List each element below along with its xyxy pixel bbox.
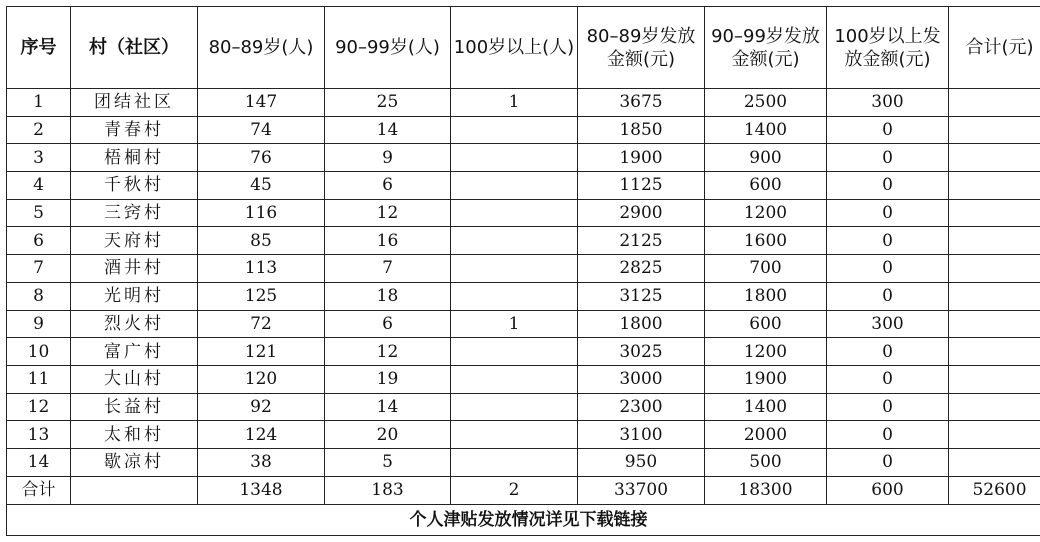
- cell-row-total: [949, 89, 1040, 117]
- cell-count-100-plus: 1: [451, 310, 578, 338]
- cell-count-100-plus: [451, 393, 578, 421]
- cell-village: 酒井村: [71, 255, 198, 283]
- total-amount-90-99: 18300: [705, 476, 827, 504]
- cell-village: 三窍村: [71, 199, 198, 227]
- table-row: [7, 282, 1040, 310]
- cell-count-90-99: 7: [325, 255, 451, 283]
- cell-amount-90-99: 1400: [705, 393, 827, 421]
- header-count-90-99: 90–99岁(人): [325, 7, 451, 89]
- cell-amount-90-99: 600: [705, 310, 827, 338]
- cell-amount-100-plus: 0: [827, 393, 949, 421]
- cell-amount-80-89: 2125: [578, 227, 705, 255]
- cell-village: 歇凉村: [71, 448, 198, 476]
- table-row: [7, 310, 1040, 338]
- footer-row: [7, 504, 1040, 535]
- cell-amount-100-plus: 0: [827, 448, 949, 476]
- cell-serial-number: 1: [7, 89, 71, 117]
- header-count-100-plus: 100岁以上(人): [451, 7, 578, 89]
- cell-village: 富广村: [71, 338, 198, 366]
- cell-amount-90-99: 2500: [705, 89, 827, 117]
- cell-amount-90-99: 1600: [705, 227, 827, 255]
- cell-count-90-99: 12: [325, 338, 451, 366]
- cell-amount-90-99: 500: [705, 448, 827, 476]
- cell-row-total: [949, 255, 1040, 283]
- header-amount-100-plus: 100岁以上发放金额(元): [827, 7, 949, 89]
- table-row: [7, 172, 1040, 200]
- cell-row-total: [949, 116, 1040, 144]
- cell-serial-number: 10: [7, 338, 71, 366]
- cell-count-90-99: 6: [325, 172, 451, 200]
- cell-count-90-99: 14: [325, 116, 451, 144]
- cell-count-100-plus: 1: [451, 89, 578, 117]
- cell-count-100-plus: [451, 144, 578, 172]
- cell-row-total: [949, 448, 1040, 476]
- cell-count-80-89: 85: [198, 227, 325, 255]
- cell-count-80-89: 113: [198, 255, 325, 283]
- cell-count-80-89: 45: [198, 172, 325, 200]
- cell-row-total: [949, 421, 1040, 449]
- cell-amount-100-plus: 0: [827, 116, 949, 144]
- header-amount-90-99: 90–99岁发放金额(元): [705, 7, 827, 89]
- cell-row-total: [949, 365, 1040, 393]
- cell-count-80-89: 121: [198, 338, 325, 366]
- total-label: 合计: [7, 476, 71, 504]
- cell-row-total: [949, 227, 1040, 255]
- header-serial-number: 序号: [7, 7, 71, 89]
- cell-count-80-89: 116: [198, 199, 325, 227]
- cell-village: 青春村: [71, 116, 198, 144]
- table-row: [7, 255, 1040, 283]
- cell-count-90-99: 12: [325, 199, 451, 227]
- cell-amount-80-89: 2900: [578, 199, 705, 227]
- cell-amount-100-plus: 0: [827, 144, 949, 172]
- cell-serial-number: 2: [7, 116, 71, 144]
- header-amount-80-89: 80–89岁发放金额(元): [578, 7, 705, 89]
- table-row: [7, 365, 1040, 393]
- cell-amount-90-99: 900: [705, 144, 827, 172]
- cell-amount-80-89: 3000: [578, 365, 705, 393]
- total-count-90-99: 183: [325, 476, 451, 504]
- table-row: [7, 89, 1040, 117]
- cell-serial-number: 12: [7, 393, 71, 421]
- cell-serial-number: 14: [7, 448, 71, 476]
- cell-amount-100-plus: 300: [827, 310, 949, 338]
- cell-count-90-99: 20: [325, 421, 451, 449]
- cell-serial-number: 7: [7, 255, 71, 283]
- cell-count-90-99: 16: [325, 227, 451, 255]
- cell-row-total: [949, 144, 1040, 172]
- header-total: 合计(元): [949, 7, 1040, 89]
- cell-count-100-plus: [451, 227, 578, 255]
- cell-serial-number: 6: [7, 227, 71, 255]
- cell-village: 梧桐村: [71, 144, 198, 172]
- cell-count-100-plus: [451, 172, 578, 200]
- cell-count-80-89: 147: [198, 89, 325, 117]
- cell-amount-80-89: 3125: [578, 282, 705, 310]
- cell-count-80-89: 38: [198, 448, 325, 476]
- cell-count-90-99: 18: [325, 282, 451, 310]
- cell-amount-100-plus: 0: [827, 172, 949, 200]
- cell-count-100-plus: [451, 365, 578, 393]
- total-amount-80-89: 33700: [578, 476, 705, 504]
- cell-amount-100-plus: 0: [827, 255, 949, 283]
- table-body: [7, 89, 1040, 477]
- cell-serial-number: 13: [7, 421, 71, 449]
- total-cell-village: [71, 476, 198, 504]
- cell-serial-number: 9: [7, 310, 71, 338]
- cell-count-80-89: 124: [198, 421, 325, 449]
- cell-row-total: [949, 172, 1040, 200]
- cell-count-90-99: 5: [325, 448, 451, 476]
- cell-serial-number: 5: [7, 199, 71, 227]
- cell-amount-80-89: 3025: [578, 338, 705, 366]
- cell-amount-80-89: 3100: [578, 421, 705, 449]
- cell-amount-80-89: 1900: [578, 144, 705, 172]
- table-row: [7, 116, 1040, 144]
- table-row: [7, 338, 1040, 366]
- cell-serial-number: 11: [7, 365, 71, 393]
- cell-amount-100-plus: 300: [827, 89, 949, 117]
- cell-row-total: [949, 199, 1040, 227]
- cell-amount-90-99: 1900: [705, 365, 827, 393]
- cell-amount-100-plus: 0: [827, 365, 949, 393]
- cell-amount-100-plus: 0: [827, 338, 949, 366]
- cell-amount-90-99: 600: [705, 172, 827, 200]
- table-row: [7, 144, 1040, 172]
- total-count-80-89: 1348: [198, 476, 325, 504]
- cell-row-total: [949, 338, 1040, 366]
- cell-amount-80-89: 1800: [578, 310, 705, 338]
- cell-village: 光明村: [71, 282, 198, 310]
- subsidy-table: [6, 6, 1040, 536]
- cell-village: 太和村: [71, 421, 198, 449]
- download-note: 个人津贴发放情况详见下载链接: [7, 504, 1040, 535]
- cell-count-80-89: 72: [198, 310, 325, 338]
- cell-count-90-99: 6: [325, 310, 451, 338]
- cell-count-100-plus: [451, 199, 578, 227]
- cell-row-total: [949, 393, 1040, 421]
- cell-count-90-99: 14: [325, 393, 451, 421]
- total-row: [7, 476, 1040, 504]
- cell-amount-80-89: 950: [578, 448, 705, 476]
- cell-count-80-89: 120: [198, 365, 325, 393]
- cell-amount-100-plus: 0: [827, 282, 949, 310]
- cell-amount-90-99: 1200: [705, 338, 827, 366]
- cell-serial-number: 8: [7, 282, 71, 310]
- cell-count-80-89: 76: [198, 144, 325, 172]
- cell-count-100-plus: [451, 116, 578, 144]
- cell-count-80-89: 74: [198, 116, 325, 144]
- cell-count-100-plus: [451, 338, 578, 366]
- cell-count-100-plus: [451, 282, 578, 310]
- header-count-80-89: 80–89岁(人): [198, 7, 325, 89]
- cell-count-100-plus: [451, 448, 578, 476]
- cell-count-90-99: 9: [325, 144, 451, 172]
- table-row: [7, 393, 1040, 421]
- cell-amount-90-99: 2000: [705, 421, 827, 449]
- cell-village: 长益村: [71, 393, 198, 421]
- cell-amount-80-89: 2825: [578, 255, 705, 283]
- cell-row-total: [949, 282, 1040, 310]
- cell-serial-number: 3: [7, 144, 71, 172]
- cell-count-90-99: 25: [325, 89, 451, 117]
- table-row: [7, 199, 1040, 227]
- header-row: [7, 7, 1040, 89]
- cell-amount-90-99: 700: [705, 255, 827, 283]
- cell-amount-80-89: 1125: [578, 172, 705, 200]
- cell-amount-80-89: 2300: [578, 393, 705, 421]
- cell-row-total: [949, 310, 1040, 338]
- cell-amount-90-99: 1800: [705, 282, 827, 310]
- cell-amount-90-99: 1200: [705, 199, 827, 227]
- cell-count-80-89: 125: [198, 282, 325, 310]
- total-amount-100-plus: 600: [827, 476, 949, 504]
- cell-amount-100-plus: 0: [827, 421, 949, 449]
- grand-total: 52600: [949, 476, 1040, 504]
- cell-village: 烈火村: [71, 310, 198, 338]
- table-row: [7, 421, 1040, 449]
- cell-village: 千秋村: [71, 172, 198, 200]
- cell-amount-100-plus: 0: [827, 199, 949, 227]
- table-row: [7, 227, 1040, 255]
- cell-count-100-plus: [451, 421, 578, 449]
- total-count-100-plus: 2: [451, 476, 578, 504]
- cell-count-90-99: 19: [325, 365, 451, 393]
- cell-count-80-89: 92: [198, 393, 325, 421]
- cell-village: 大山村: [71, 365, 198, 393]
- cell-amount-80-89: 3675: [578, 89, 705, 117]
- cell-amount-80-89: 1850: [578, 116, 705, 144]
- cell-count-100-plus: [451, 255, 578, 283]
- cell-village: 天府村: [71, 227, 198, 255]
- cell-village: 团结社区: [71, 89, 198, 117]
- cell-amount-90-99: 1400: [705, 116, 827, 144]
- table-row: [7, 448, 1040, 476]
- cell-serial-number: 4: [7, 172, 71, 200]
- cell-amount-100-plus: 0: [827, 227, 949, 255]
- header-village: 村（社区）: [71, 7, 198, 89]
